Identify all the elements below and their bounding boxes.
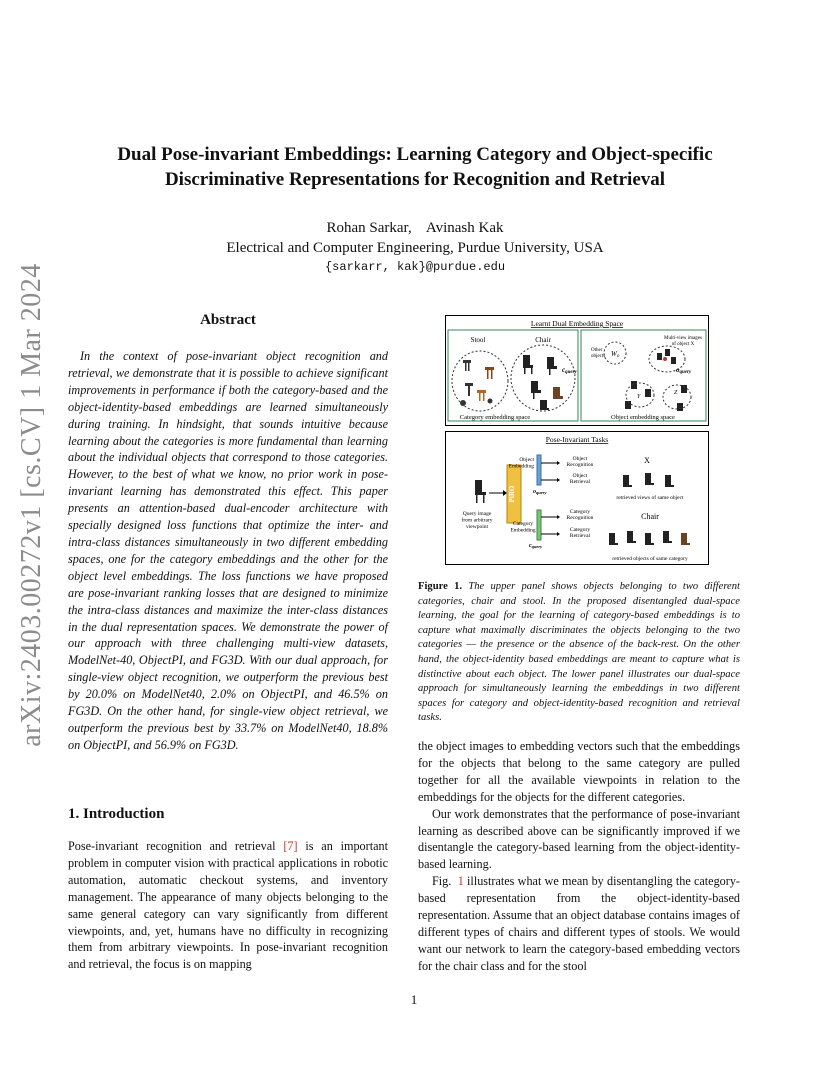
fig-obj-recog: Object Recognition xyxy=(566,456,594,468)
fig-obj-space-label: Object embedding space xyxy=(611,414,675,421)
intro-part-2: is an important problem in computer vision with practical applications in robotic automation, automatic checkout systems, and inventory management. The appearance of many objects belonging to the same general category can vary significantly from different viewpoints, and, yet, humans have no difficulty in recognizing them from arbitrary viewpoints. In pose-invariant recognition and retrieval, the focus is on mapping xyxy=(68,839,388,972)
fig-c-query: cquery xyxy=(562,366,577,375)
author-block xyxy=(70,218,760,258)
arxiv-stamp-text: arXiv:2403.00272v1 [cs.CV] 1 Mar 2024 xyxy=(16,263,47,747)
fig-retr-views: retrieved views of same object xyxy=(616,495,684,501)
fig-obj-emb-label: Object Embedding xyxy=(508,457,534,470)
fig-bottom-title: Pose-Invariant Tasks xyxy=(545,435,609,444)
intro-text xyxy=(68,838,388,973)
fig-cat-recog: Category Recognition xyxy=(566,509,594,521)
fig-chair-result-label: Chair xyxy=(641,512,659,521)
fig-o-query: oquery xyxy=(676,366,692,375)
intro-heading: 1. Introduction xyxy=(68,806,165,822)
fig-other-objects: Other objects xyxy=(591,348,606,359)
fig-multiview-label: Multi-view images of object X xyxy=(664,336,702,347)
caption-text: The upper panel shows objects belonging to two different categories, chair and stool. In the proposed disentangled dual-space learning, the goal for the learning of category-based embeddings is to capture what maximally discriminates the objects belonging to the two categories — the presence or the absence of the back-rest. On the other hand, the object-identity based embeddings are meant to capture what is distinctive about each object. The lower panel illustrates our dual-space approach for simultaneously learning the embeddings in two different spaces for category and object-identity-based recognition and retrieval tasks. xyxy=(418,581,740,724)
figure-1 xyxy=(445,315,709,567)
retrieved-views-icons xyxy=(623,473,674,487)
abstract-text: In the context of pose-invariant object recognition and retrieval, we demonstrate that it is possible to achieve significant improvements in performance if both the category-based and the object-identity-based embeddings are learned simultaneously during training. In hindsight, that sounds intuitive because learning about the categories is more fundamental than learning about the individual objects that correspond to those categories. However, to the best of what we know, no prior work in pose-invariant learning has demonstrated this effect. This paper presents an attention-based dual-encoder architecture with specially designed loss functions that optimize the inter- and intra-class distances simultaneously in two different embedding spaces, one for the category embeddings and the other for the object level embeddings. The loss functions we have proposed are pose-invariant ranking losses that are designed to minimize the intra-class distances and maximize the inter-class distances in the dual representation spaces. We demonstrate the power of our approach with three challenging multi-view datasets, ModelNet-40, ObjectPI, and FG3D. With our dual approach, for single-view object recognition, we outperform the previous best by 20.0% on ModelNet40, 2.0% on ObjectPI, and 46.5% on FG3D. On the other hand, for single-view object retrieval, we outperform the previous best by 33.7% on ModelNet40, 18.8% on ObjectPI, and 56.9% on FG3D. xyxy=(68,349,388,752)
paper-title: Dual Pose-invariant Embeddings: Learning Category and Object-specific Discriminative Representations for Recognition and Retrieval xyxy=(117,144,713,190)
email: {sarkarr, kak}@purdue.edu xyxy=(324,260,506,274)
authors: Rohan Sarkar, Avinash Kak xyxy=(326,220,504,236)
fig-y: Y xyxy=(637,394,641,400)
abstract-heading: Abstract xyxy=(200,312,256,328)
fig-object-icons xyxy=(625,349,687,411)
page-number: 1 xyxy=(410,992,418,1007)
figure-caption xyxy=(418,580,740,726)
fig-retr-objs: retrieved objects of same category xyxy=(612,556,688,562)
figure-ref-link[interactable]: 1 xyxy=(457,874,464,889)
stool-icons xyxy=(460,360,494,406)
chair-icons xyxy=(523,355,563,410)
right-para-1: the object images to embedding vectors such that the embeddings for the objects that belong to the same category are pulled together for all the available viewpoints in relation to the embeddings for the objects for the different categories. xyxy=(418,739,740,804)
fig-x-label: X xyxy=(644,456,650,465)
right-para-3: Fig. 1 illustrates what we mean by disentangling the category-based representation from the object-identity-based representation. Assume that an object database contains images of different types of chairs and different types of stools. We would want our network to learn the category-based embedding vectors for the chair class and for the stool xyxy=(418,874,740,973)
fig-chair-label: Chair xyxy=(535,336,551,344)
fig-piro: PiRO xyxy=(508,485,516,503)
fig-top-title: Learnt Dual Embedding Space xyxy=(530,319,624,328)
affiliation: Electrical and Computer Engineering, Purdue University, USA xyxy=(226,240,604,256)
arxiv-stamp xyxy=(12,263,52,747)
fig-c-query-2: cquery xyxy=(529,543,543,549)
fig-cat-emb-label: Category Embedding xyxy=(510,521,536,534)
fig-cat-retr: Category Retrieval xyxy=(569,527,591,539)
figure-1-diagram xyxy=(445,315,709,567)
right-para-2: Our work demonstrates that the performance of pose-invariant learning as described above can be significantly improved if we disentangle the category-based learning from the object-identity-based learning. xyxy=(418,806,740,872)
citation-link[interactable]: [7] xyxy=(283,839,298,853)
caption-label: Figure 1. xyxy=(418,581,463,592)
fig-query-label: Query image from arbitrary viewpoint xyxy=(461,511,493,530)
right-column xyxy=(418,738,740,975)
fig-z: Z xyxy=(674,390,678,396)
fig-stool-label: Stool xyxy=(470,336,486,344)
fig-w-o: Wo xyxy=(611,350,620,359)
retrieved-objects-icons xyxy=(609,531,690,545)
fig-cat-space-label: Category embedding space xyxy=(459,414,531,421)
fig-obj-retr: Object Retrieval xyxy=(569,473,591,485)
query-chair-icon xyxy=(475,480,486,503)
fig-o-query-2: oquery xyxy=(533,489,547,495)
intro-part-1: Pose-invariant recognition and retrieval xyxy=(68,839,284,853)
